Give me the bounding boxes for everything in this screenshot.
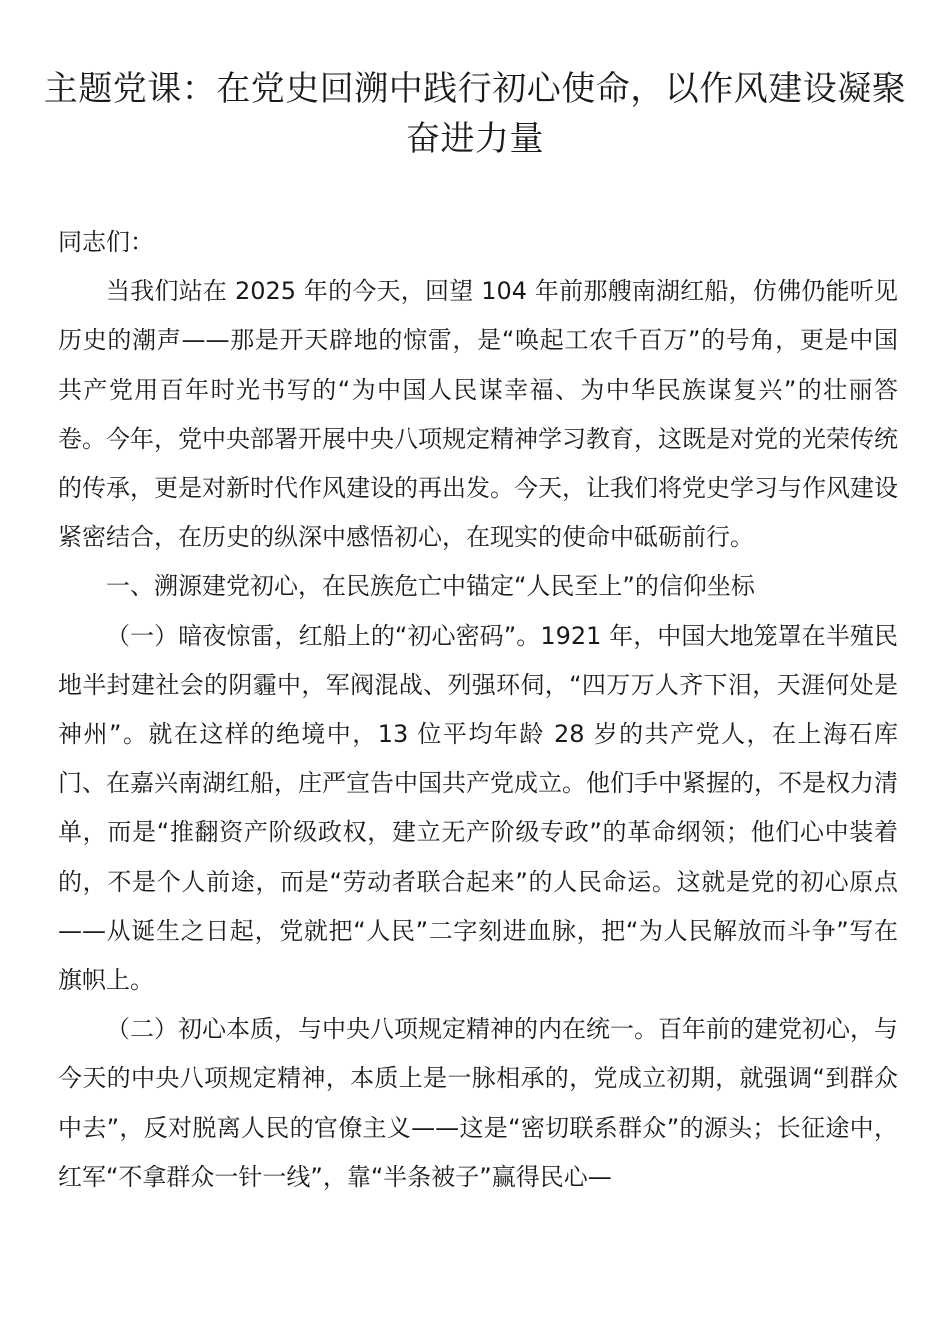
paragraph-intro: 当我们站在 2025 年的今天，回望 104 年前那艘南湖红船，仿佛仍能听见历史的潮声——那是开天辟地的惊雷，是“唤起工农千百万”的号角，更是中国共产党用百年时光书写的“为中国人民谋幸福、为中华民族谋复兴”的壮丽答卷。今年，党中央部署开展中央八项规定精神学习教育，这既是对党的光荣传统的传承，更是对新时代作风建设的再出发。今天，让我们将党史学习与作风建设紧密结合，在历史的纵深中感悟初心，在现实的使命中砥砺前行。 — [58, 277, 898, 552]
document-title: 主题党课：在党史回溯中践行初心使命，以作风建设凝聚奋进力量 — [43, 69, 907, 159]
paragraph-subsection-2: （二）初心本质，与中央八项规定精神的内在统一。百年前的建党初心，与今天的中央八项规定精神，本质上是一脉相承的，党成立初期，就强调“到群众中去”，反对脱离人民的官僚主义——这是“密切联系群众”的源头；长征途中，红军“不拿群众一针一线”，靠“半条被子”赢得民心— — [58, 1015, 898, 1191]
paragraph-subsection-1: （一）暗夜惊雷，红船上的“初心密码”。1921 年，中国大地笼罩在半殖民地半封建社会的阴霾中，军阀混战、列强环伺，“四万万人齐下泪，天涯何处是神州”。就在这样的绝境中，13 位平均年龄 28 岁的共产党人，在上海石库门、在嘉兴南湖红船，庄严宣告中国共产党成立。他们手中紧握的，不是权力清单，而是“推翻资产阶级政权，建立无产阶级专政”的革命纲领；他们心中装着的，不是个人前途，而是“劳动者联合起来”的人民命运。这就是党的初心原点——从诞生之日起，党就把“人民”二字刻进血脉，把“为人民解放而斗争”写在旗帜上。 — [58, 621, 898, 995]
document-body — [58, 218, 898, 1202]
salutation: 同志们： — [58, 228, 154, 256]
section-heading-1: 一、溯源建党初心，在民族危亡中锚定“人民至上”的信仰坐标 — [106, 572, 755, 601]
